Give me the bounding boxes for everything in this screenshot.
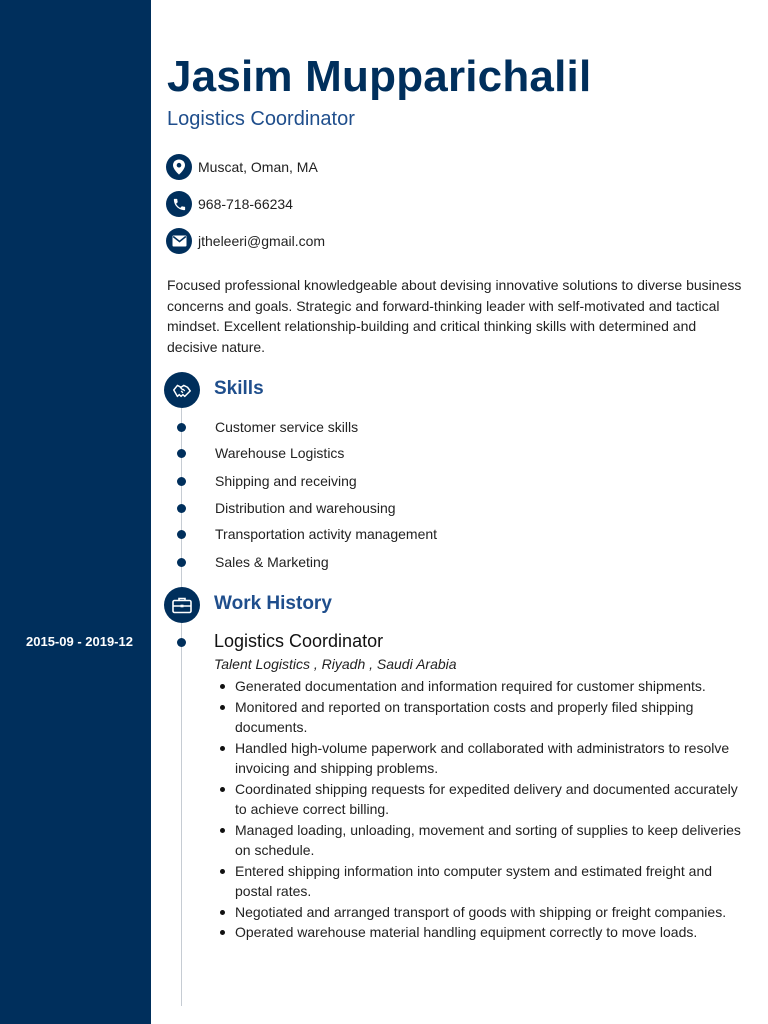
job-title: Logistics Coordinator [214, 631, 384, 651]
duty-item: Coordinated shipping requests for expedited delivery and documented accurately to achieve correct billing. [216, 779, 746, 820]
briefcase-icon [164, 587, 200, 623]
contact-email-text: jtheleeri@gmail.com [198, 233, 326, 249]
timeline-line [181, 408, 182, 1006]
skill-label: Shipping and receiving [215, 473, 357, 489]
skill-label: Distribution and warehousing [215, 500, 396, 516]
skill-item [0, 444, 768, 464]
duty-item: Operated warehouse material handling equipment correctly to move loads. [216, 922, 746, 943]
job-dates: 2015-09 - 2019-12 [26, 634, 133, 649]
skill-label: Customer service skills [215, 419, 359, 435]
duty-item: Managed loading, unloading, movement and sorting of supplies to keep deliveries on schedule. [216, 820, 746, 861]
email-icon [166, 228, 192, 254]
contact-location-text: Muscat, Oman, MA [198, 159, 318, 175]
skill-item [0, 499, 768, 519]
candidate-name: Jasim Mupparichalil [167, 52, 592, 101]
location-icon [166, 154, 192, 180]
duty-item: Handled high-volume paperwork and collaborated with administrators to resolve invoicing and shipping problems. [216, 738, 746, 779]
professional-summary: Focused professional knowledgeable about devising innovative solutions to diverse business concerns and goals. Strategic and forward-thinking leader with self-motivated and tactical mindset. Excellent relationship-building and critical thinking skills with determined and decisive nature. [167, 277, 742, 355]
contact-phone-text: 968-718-66234 [198, 196, 293, 212]
contact-location [166, 154, 318, 180]
bullet-dot [177, 558, 186, 567]
skill-label: Sales & Marketing [215, 554, 329, 570]
company-location: Talent Logistics , Riyadh , Saudi Arabia [214, 656, 457, 672]
bullet-dot [177, 504, 186, 513]
bullet-dot [177, 423, 186, 432]
bullet-dot [177, 477, 186, 486]
phone-icon [166, 191, 192, 217]
bullet-dot [177, 449, 186, 458]
skill-item [0, 418, 768, 438]
duty-item: Generated documentation and information required for customer shipments. [216, 676, 746, 697]
job-dot [177, 638, 186, 647]
candidate-title: Logistics Coordinator [167, 108, 355, 130]
duty-item: Negotiated and arranged transport of goods with shipping or freight companies. [216, 902, 746, 923]
skill-item [0, 553, 768, 573]
duty-item: Monitored and reported on transportation costs and properly filed shipping documents. [216, 697, 746, 738]
handshake-icon [164, 372, 200, 408]
work-history-heading: Work History [214, 593, 332, 614]
skill-item [0, 472, 768, 492]
job-duties [216, 676, 746, 943]
contact-phone[interactable] [166, 191, 293, 217]
skill-item [0, 525, 768, 545]
contact-email[interactable] [166, 228, 325, 254]
skill-label: Warehouse Logistics [215, 445, 345, 461]
duty-item: Entered shipping information into computer system and estimated freight and postal rates. [216, 861, 746, 902]
bullet-dot [177, 530, 186, 539]
skill-label: Transportation activity management [215, 526, 438, 542]
skills-heading: Skills [214, 378, 264, 399]
